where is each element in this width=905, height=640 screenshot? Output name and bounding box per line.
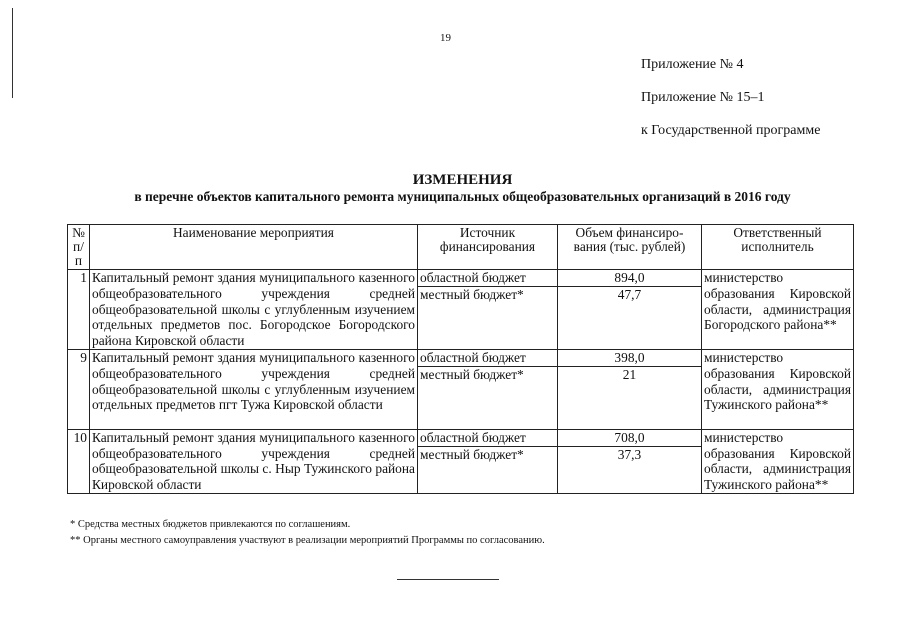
row-source-local: местный бюджет* bbox=[418, 366, 558, 429]
header-name: Наименование мероприятия bbox=[90, 225, 418, 270]
row-amount-regional: 894,0 bbox=[558, 270, 702, 287]
row-amount-local: 37,3 bbox=[558, 446, 702, 493]
row-responsible: министерство образования Кировской области, администрация Тужинского района** bbox=[702, 349, 854, 429]
row-num: 1 bbox=[68, 270, 90, 350]
row-responsible: министерство образования Кировской области, администрация Богородского района** bbox=[702, 270, 854, 350]
row-num: 9 bbox=[68, 349, 90, 429]
row-amount-regional: 708,0 bbox=[558, 429, 702, 446]
header-source: Источник финансирования bbox=[418, 225, 558, 270]
objects-table bbox=[67, 224, 854, 494]
row-source-local: местный бюджет* bbox=[418, 446, 558, 493]
appendix-line-3: к Государственной программе bbox=[641, 123, 821, 138]
appendix-line-2: Приложение № 15–1 bbox=[641, 90, 765, 105]
row-amount-local: 21 bbox=[558, 366, 702, 429]
bottom-divider bbox=[397, 579, 499, 580]
document-title: ИЗМЕНЕНИЯ bbox=[412, 172, 513, 188]
appendix-line-1: Приложение № 4 bbox=[641, 57, 744, 72]
header-num: № п/п bbox=[68, 225, 90, 270]
row-name: Капитальный ремонт здания муниципального казенного общеобразовательного учреждения средней общеобразовательной школы с углубленным изучением отдельных предметов пос. Богородское Богородского района Кировской области bbox=[90, 270, 418, 350]
header-volume: Объем финансиро-вания (тыс. рублей) bbox=[558, 225, 702, 270]
row-responsible: министерство образования Кировской области, администрация Тужинского района** bbox=[702, 429, 854, 493]
footnote-2: ** Органы местного самоуправления участвуют в реализации мероприятий Программы по согласованию. bbox=[70, 535, 545, 546]
table-row bbox=[68, 270, 854, 287]
page-number: 19 bbox=[440, 32, 451, 44]
row-name: Капитальный ремонт здания муниципального казенного общеобразовательного учреждения средней общеобразовательной школы с. Ныр Тужинского района Кировской области bbox=[90, 429, 418, 493]
document-subtitle: в перечне объектов капитального ремонта муниципальных общеобразовательных организаций в 2016 году bbox=[134, 189, 791, 204]
footnotes bbox=[70, 517, 545, 549]
left-margin-line bbox=[12, 8, 13, 98]
row-source-regional: областной бюджет bbox=[418, 270, 558, 287]
table-header-row bbox=[68, 225, 854, 270]
row-source-regional: областной бюджет bbox=[418, 349, 558, 366]
footnote-1: * Средства местных бюджетов привлекаются по соглашениям. bbox=[70, 519, 351, 530]
row-num: 10 bbox=[68, 429, 90, 493]
header-responsible: Ответственный исполнитель bbox=[702, 225, 854, 270]
row-amount-regional: 398,0 bbox=[558, 349, 702, 366]
table-row bbox=[68, 429, 854, 446]
table-row bbox=[68, 349, 854, 366]
row-source-regional: областной бюджет bbox=[418, 429, 558, 446]
row-source-local: местный бюджет* bbox=[418, 286, 558, 349]
row-name: Капитальный ремонт здания муниципального казенного общеобразовательного учреждения средней общеобразовательной школы с углубленным изучением отдельных предметов пгт Тужа Кировской области bbox=[90, 349, 418, 429]
row-amount-local: 47,7 bbox=[558, 286, 702, 349]
